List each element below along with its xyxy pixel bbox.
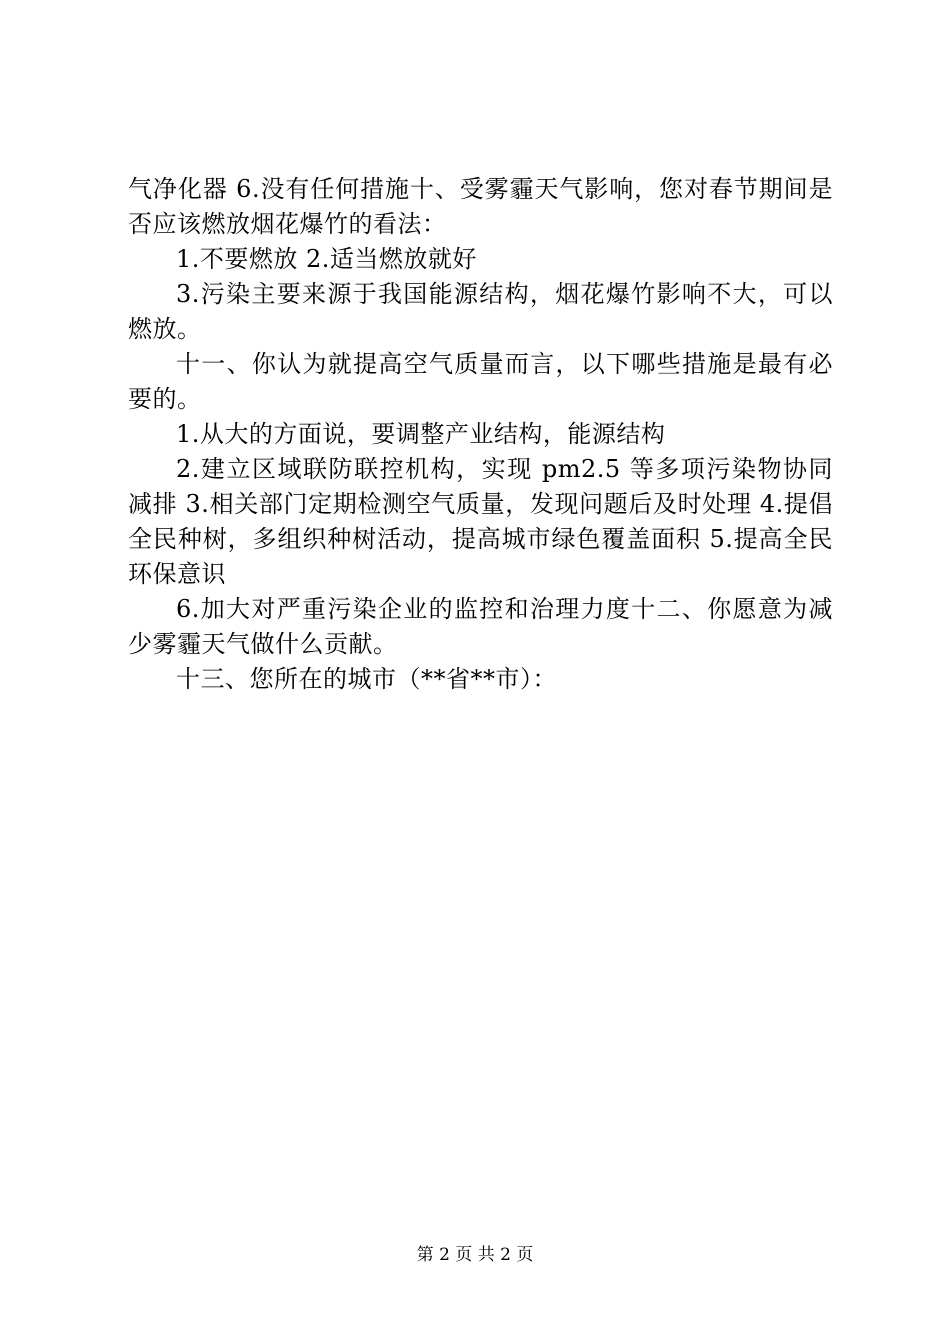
- paragraph-6: 2.建立区域联防联控机构，实现 pm2.5 等多项污染物协同减排 3.相关部门定期检测空气质量，发现问题后及时处理 4.提倡全民种树，多组织种树活动，提高城市绿色覆盖面积 5.提高全民环保意识: [128, 455, 833, 588]
- paragraph-8: 十三、您所在的城市（**省**市）：: [176, 665, 557, 693]
- page-number-label: 第 2 页 共 2 页: [416, 1245, 534, 1265]
- paragraph-5: 1.从大的方面说，要调整产业结构，能源结构: [176, 420, 666, 448]
- paragraph-4: 十一、你认为就提高空气质量而言，以下哪些措施是最有必要的。: [128, 350, 833, 413]
- paragraph-7: 6.加大对严重污染企业的监控和治理力度十二、你愿意为减少雾霾天气做什么贡献。: [128, 595, 833, 658]
- document-body: [128, 172, 833, 697]
- paragraph-2: 1.不要燃放 2.适当燃放就好: [176, 245, 477, 273]
- page-footer: [0, 1243, 950, 1267]
- paragraph-1: 气净化器 6.没有任何措施十、受雾霾天气影响，您对春节期间是否应该燃放烟花爆竹的看法：: [128, 175, 833, 238]
- paragraph-3: 3.污染主要来源于我国能源结构，烟花爆竹影响不大，可以燃放。: [128, 280, 833, 343]
